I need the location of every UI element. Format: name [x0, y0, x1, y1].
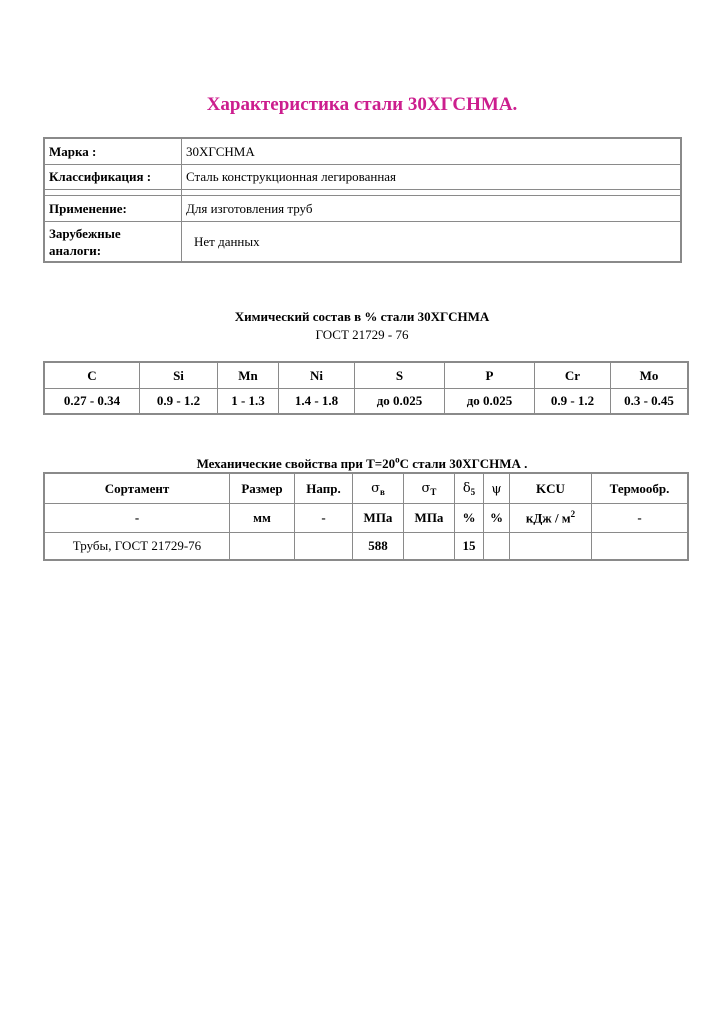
mech-header-delta: $\delta_5$	[455, 473, 484, 504]
mech-header-sigma-b: $\sigma_в$	[353, 473, 404, 504]
chem-header-cell: Ni	[279, 362, 355, 389]
mech-header-sortament: Сортамент	[44, 473, 230, 504]
mech-data-cell	[592, 533, 689, 561]
info-row-grade	[44, 138, 681, 165]
chemical-value-row	[44, 389, 688, 415]
mech-header-direction: Напр.	[295, 473, 353, 504]
page-title: Характеристика стали 30ХГСНМА.	[206, 94, 518, 115]
mech-unit-cell: -	[295, 504, 353, 533]
info-label-line1: Зарубежные	[49, 225, 121, 241]
info-label: Классификация :	[44, 165, 182, 190]
mech-data-cell	[484, 533, 510, 561]
mech-data-cell	[295, 533, 353, 561]
mech-unit-cell: МПа	[353, 504, 404, 533]
mech-unit-cell: -	[44, 504, 230, 533]
chem-header-cell: Si	[140, 362, 218, 389]
mech-header-size: Размер	[230, 473, 295, 504]
mechanical-units-row	[44, 504, 688, 533]
chem-value-cell: 1 - 1.3	[218, 389, 279, 415]
mech-data-cell: Трубы, ГОСТ 21729-76	[44, 533, 230, 561]
info-value: 30ХГСНМА	[182, 138, 682, 165]
info-row-application	[44, 196, 681, 222]
mechanical-header-row	[44, 473, 688, 504]
mech-data-cell: 15	[455, 533, 484, 561]
chem-value-cell: до 0.025	[445, 389, 535, 415]
mech-header-kcu: KCU	[510, 473, 592, 504]
info-value: Нет данных	[182, 222, 682, 263]
chem-value-cell: 0.9 - 1.2	[535, 389, 611, 415]
chem-value-cell: 0.3 - 0.45	[611, 389, 689, 415]
mech-data-cell: 588	[353, 533, 404, 561]
chem-header-cell: S	[355, 362, 445, 389]
info-label: Применение:	[44, 196, 182, 222]
chemical-standard: ГОСТ 21729 - 76	[315, 327, 409, 342]
info-label: Марка :	[44, 138, 182, 165]
mech-unit-cell: мм	[230, 504, 295, 533]
chem-value-cell: 0.9 - 1.2	[140, 389, 218, 415]
chemical-title: Химический состав в % стали 30ХГСНМА	[234, 309, 490, 324]
chemical-table	[43, 361, 689, 415]
chem-header-cell: C	[44, 362, 140, 389]
mech-header-heat: Термообр.	[592, 473, 689, 504]
info-row-classification	[44, 165, 681, 190]
chem-value-cell: до 0.025	[355, 389, 445, 415]
mech-header-psi: ψ	[484, 473, 510, 504]
mech-data-cell	[510, 533, 592, 561]
mechanical-data-row	[44, 533, 688, 561]
info-value: Сталь конструкционная легированная	[182, 165, 682, 190]
mech-data-cell	[404, 533, 455, 561]
info-label	[44, 222, 182, 263]
mech-unit-cell: %	[484, 504, 510, 533]
chem-value-cell: 1.4 - 1.8	[279, 389, 355, 415]
mech-unit-cell-kcu: кДж / $м^2$	[510, 504, 592, 533]
mech-unit-cell: -	[592, 504, 689, 533]
mech-unit-cell: МПа	[404, 504, 455, 533]
info-row-analogs	[44, 222, 681, 263]
mech-unit-cell: %	[455, 504, 484, 533]
mechanical-table	[43, 472, 689, 561]
chem-value-cell: 0.27 - 0.34	[44, 389, 140, 415]
chem-header-cell: Cr	[535, 362, 611, 389]
chem-header-cell: Mo	[611, 362, 689, 389]
info-value: Для изготовления труб	[182, 196, 682, 222]
info-table	[43, 137, 682, 263]
mechanical-title: Механические свойства при $Т=20^oС$ стали 30ХГСНМА .	[196, 455, 528, 472]
mech-header-sigma-t: $\sigma_T$	[404, 473, 455, 504]
chemical-header-row	[44, 362, 688, 389]
chem-header-cell: Mn	[218, 362, 279, 389]
chem-header-cell: P	[445, 362, 535, 389]
info-label-line2: аналоги:	[49, 242, 102, 258]
mech-data-cell	[230, 533, 295, 561]
